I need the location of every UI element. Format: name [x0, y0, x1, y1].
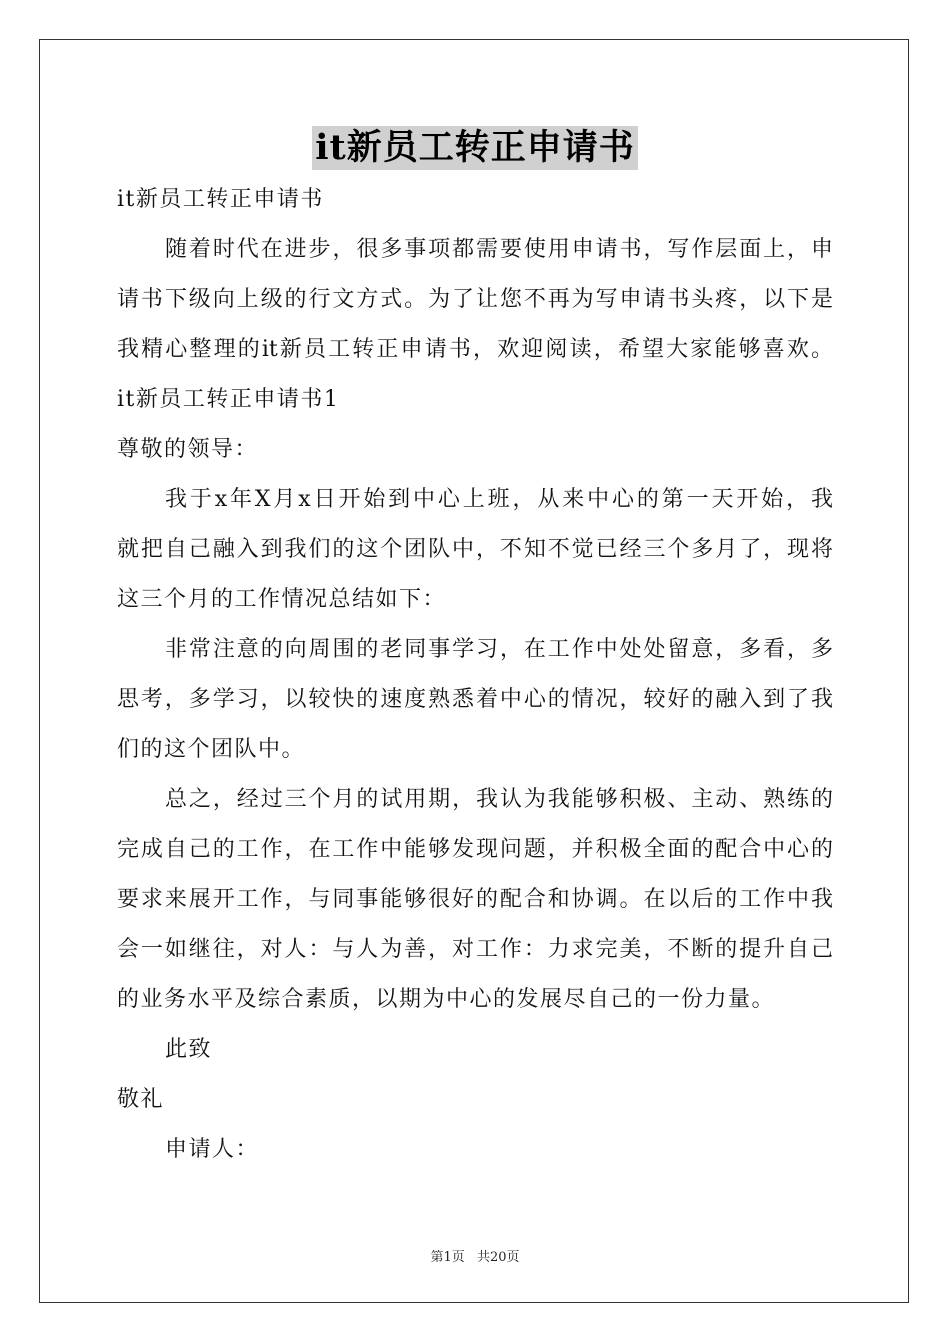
- page-footer: [0, 1246, 950, 1265]
- paragraph-2-line-1: 非常注意的向周围的老同事学习，在工作中处处留意，多看，多: [165, 637, 833, 662]
- paragraph-3-line-3: 要求来展开工作，与同事能够很好的配合和协调。在以后的工作中我: [117, 887, 833, 912]
- salutation: 尊敬的领导：: [117, 437, 259, 462]
- applicant-label: 申请人：: [165, 1137, 260, 1162]
- intro-line-1: 随着时代在进步，很多事项都需要使用申请书，写作层面上，申: [165, 237, 833, 262]
- document-body: [117, 180, 833, 1180]
- subtitle-line: it新员工转正申请书: [117, 187, 324, 212]
- intro-line-2: 请书下级向上级的行文方式。为了让您不再为写申请书头疼，以下是: [117, 287, 833, 312]
- paragraph-3-line-2: 完成自己的工作，在工作中能够发现问题，并积极全面的配合中心的: [117, 837, 833, 862]
- section-heading: it新员工转正申请书1: [117, 387, 340, 412]
- paragraph-1-line-3: 这三个月的工作情况总结如下：: [117, 587, 447, 612]
- paragraph-3-line-1: 总之，经过三个月的试用期，我认为我能够积极、主动、熟练的: [165, 787, 833, 812]
- page-number: 第1页: [430, 1250, 465, 1265]
- closing-cizhi: 此致: [165, 1037, 213, 1062]
- page-total: 共20页: [476, 1250, 520, 1265]
- paragraph-1-line-2: 就把自己融入到我们的这个团队中，不知不觉已经三个多月了，现将: [117, 537, 833, 562]
- paragraph-3-line-5: 的业务水平及综合素质，以期为中心的发展尽自己的一份力量。: [117, 987, 776, 1012]
- document-title: it新员工转正申请书: [312, 126, 637, 170]
- paragraph-1-line-1: 我于x年X月x日开始到中心上班，从来中心的第一天开始，我: [165, 487, 833, 512]
- paragraph-3-line-4: 会一如继往，对人：与人为善，对工作：力求完美，不断的提升自己: [117, 937, 833, 962]
- paragraph-2-line-2: 思考，多学习，以较快的速度熟悉着中心的情况，较好的融入到了我: [117, 687, 833, 712]
- intro-line-3: 我精心整理的it新员工转正申请书，欢迎阅读，希望大家能够喜欢。: [117, 337, 833, 362]
- title-wrap: [0, 126, 950, 170]
- paragraph-2-line-3: 们的这个团队中。: [117, 737, 306, 762]
- closing-jingli: 敬礼: [117, 1087, 165, 1112]
